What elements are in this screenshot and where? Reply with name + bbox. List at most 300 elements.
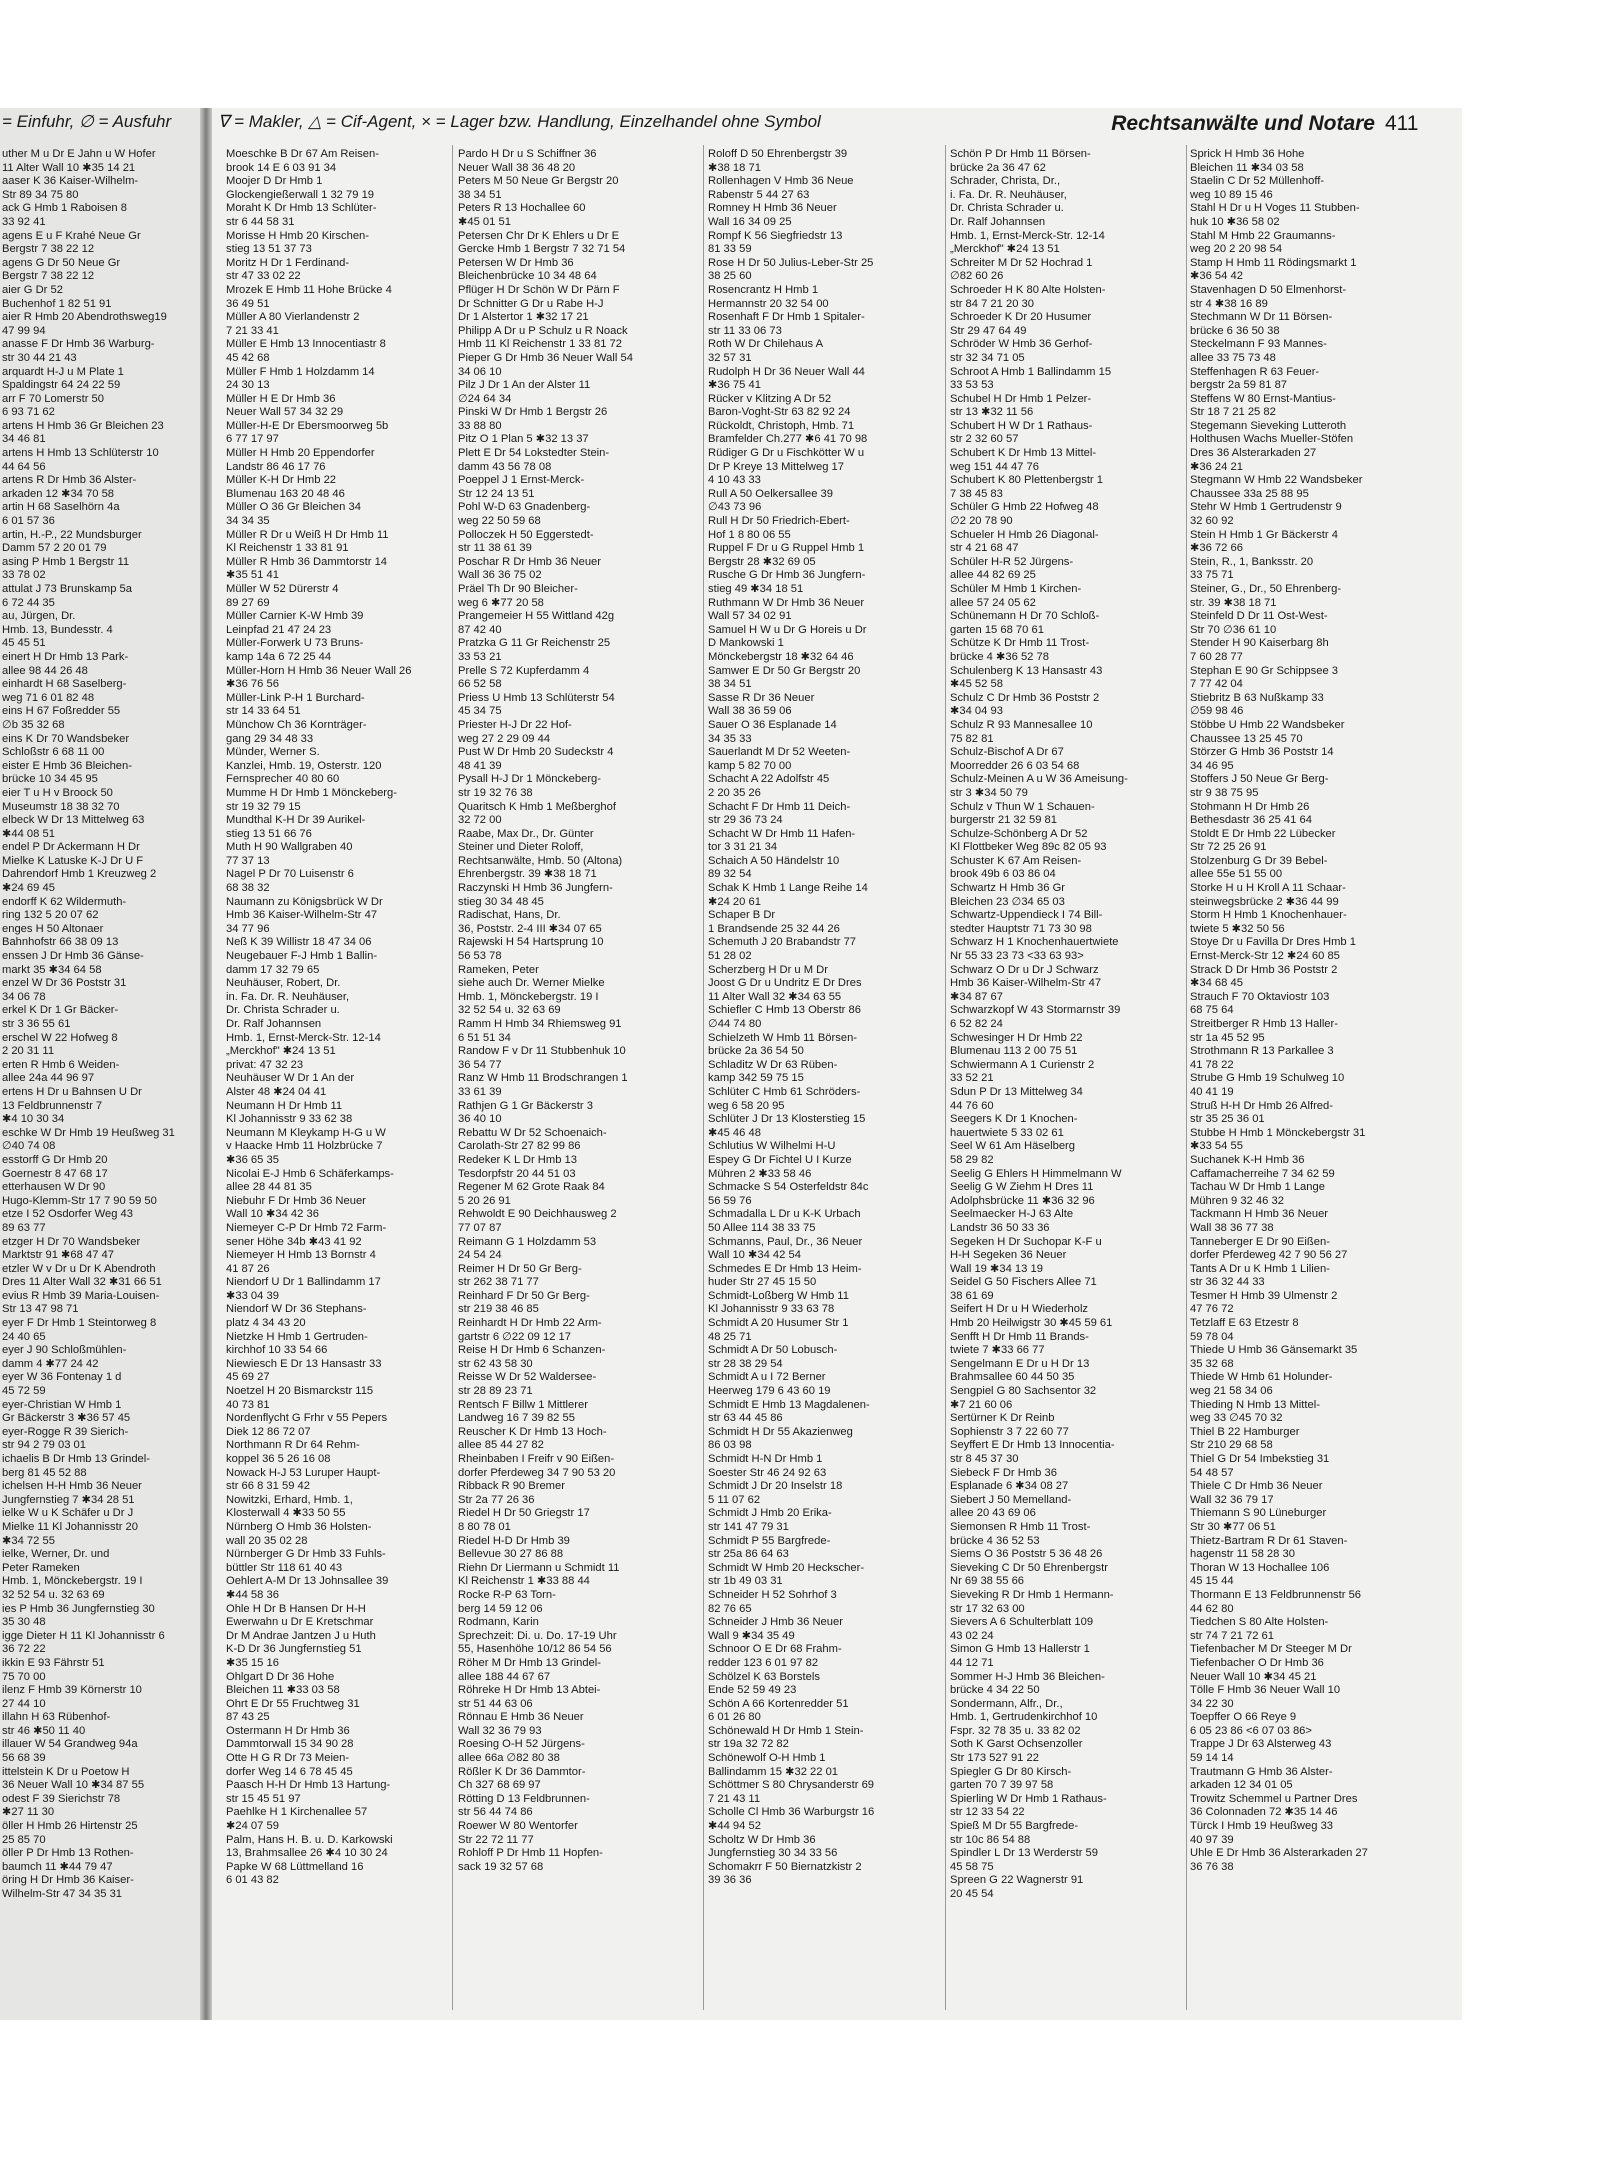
directory-entry: Stamp H Hmb 11 Rödingsmarkt 1 xyxy=(1190,256,1357,269)
directory-entry: Ehrenbergstr. 39 ✱38 18 71 xyxy=(458,868,597,881)
directory-entry: Struß H-H Dr Hmb 26 Alfred- xyxy=(1190,1099,1333,1112)
directory-entry: ∅24 64 34 xyxy=(458,392,512,405)
directory-entry: Wall 19 ✱34 13 19 xyxy=(950,1262,1043,1275)
directory-entry: Schwesinger H Dr Hmb 22 xyxy=(950,1031,1083,1044)
directory-entry: 41 87 26 xyxy=(226,1262,270,1275)
directory-entry: 44 76 60 xyxy=(950,1099,994,1112)
directory-entry: Müller-H-E Dr Ebersmoorweg 5b xyxy=(226,419,389,432)
directory-entry: Störzer G Hmb 36 Poststr 14 xyxy=(1190,746,1334,759)
directory-entry: uther M u Dr E Jahn u W Hofer xyxy=(2,148,156,160)
directory-entry: weg 6 58 20 95 xyxy=(708,1099,785,1112)
directory-entry: Schaper B Dr xyxy=(708,909,776,922)
directory-entry: stieg 13 51 37 73 xyxy=(226,243,312,256)
directory-entry: weg 71 6 01 82 48 xyxy=(2,691,95,704)
directory-entry: esstorff G Dr Hmb 20 xyxy=(2,1153,108,1166)
directory-entry: Stehr W Hmb 1 Gertrudenstr 9 xyxy=(1190,501,1342,514)
directory-entry: ∅82 60 26 xyxy=(950,270,1004,283)
directory-entry: Schaich A 50 Händelstr 10 xyxy=(708,854,840,867)
directory-entry: Wall 32 36 79 17 xyxy=(1190,1493,1274,1506)
directory-entry: Rosenhaft F Dr Hmb 1 Spitaler- xyxy=(708,311,865,324)
directory-entry: Schroeder H K 80 Alte Holsten- xyxy=(950,283,1106,296)
directory-entry: Niendorf W Dr 36 Stephans- xyxy=(226,1303,367,1316)
directory-entry: allee 28 44 81 35 xyxy=(226,1181,312,1194)
directory-entry: Romney H Hmb 36 Neuer xyxy=(708,202,837,215)
directory-entry: artin, H.-P., 22 Mundsburger xyxy=(2,528,142,541)
directory-entry: Polloczek H 50 Eggerstedt- xyxy=(458,528,594,541)
directory-entry: Schmidt H Dr 55 Akazienweg xyxy=(708,1425,853,1438)
directory-entry: Seel W 61 Am Häselberg xyxy=(950,1140,1075,1153)
directory-entry: twiete 5 ✱32 50 56 xyxy=(1190,922,1285,935)
directory-entry: Neuhäuser, Robert, Dr. xyxy=(226,977,341,990)
page-number: 411 xyxy=(1385,112,1419,135)
directory-entry: Wall 38 36 77 38 xyxy=(1190,1221,1274,1234)
directory-entry: sener Höhe 34b ✱43 41 92 xyxy=(226,1235,362,1248)
directory-entry: Randow F v Dr 11 Stubbenhuk 10 xyxy=(458,1045,626,1058)
directory-entry: Hof 1 8 80 06 55 xyxy=(708,528,791,541)
directory-entry: Uhle E Dr Hmb 36 Alsterarkaden 27 xyxy=(1190,1847,1368,1860)
directory-entry: Buchenhof 1 82 51 91 xyxy=(2,297,112,310)
directory-entry: Naumann zu Königsbrück W Dr xyxy=(226,895,383,908)
directory-entry: Schmedes E Dr Hmb 13 Heim- xyxy=(708,1262,862,1275)
directory-entry: Morisse H Hmb 20 Kirschen- xyxy=(226,229,369,242)
directory-entry: Redeker K L Dr Hmb 13 xyxy=(458,1153,577,1166)
directory-entry: str 66 8 31 59 42 xyxy=(226,1480,310,1493)
directory-entry: Kl Johannisstr 9 33 62 38 xyxy=(226,1113,353,1126)
directory-entry: Neß K 39 Willistr 18 47 34 06 xyxy=(226,936,372,949)
directory-entry: Strack D Dr Hmb 36 Poststr 2 xyxy=(1190,963,1338,976)
directory-entry: 33 88 80 xyxy=(458,419,502,432)
directory-entry: Schneider H 52 Sohrhof 3 xyxy=(708,1588,837,1601)
directory-entry: erkel K Dr 1 Gr Bäcker- xyxy=(2,1004,119,1017)
directory-entry: 33 53 21 xyxy=(458,650,502,663)
directory-entry: 32 57 31 xyxy=(708,351,752,364)
directory-entry: ∅44 74 80 xyxy=(708,1018,762,1030)
directory-entry: agens E u F Krahé Neue Gr xyxy=(2,229,141,242)
directory-entry: Str 173 527 91 22 xyxy=(950,1752,1039,1765)
directory-entry: Schwartz H Hmb 36 Gr xyxy=(950,882,1066,895)
directory-entry: Rull H Dr 50 Friedrich-Ebert- xyxy=(708,515,850,528)
directory-entry: ✱33 04 39 xyxy=(226,1289,279,1302)
directory-entry: 33 92 41 xyxy=(2,215,46,228)
directory-entry: 82 76 65 xyxy=(708,1602,752,1615)
directory-entry: Schladitz W Dr 63 Rüben- xyxy=(708,1058,838,1071)
directory-entry: Thieding N Hmb 13 Mittel- xyxy=(1190,1398,1320,1411)
directory-entry: Str 12 24 13 51 xyxy=(458,487,535,500)
directory-entry: Ohrt E Dr 55 Fruchtweg 31 xyxy=(226,1697,360,1710)
directory-entry: Siebeck F Dr Hmb 36 xyxy=(950,1466,1057,1479)
directory-entry: Ewerwahn u Dr E Kretschmar xyxy=(226,1616,374,1629)
directory-entry: Ohlgart D Dr 36 Hohe xyxy=(226,1670,335,1683)
directory-entry: ies P Hmb 36 Jungfernstieg 30 xyxy=(2,1602,155,1615)
directory-entry: brook 14 E 6 03 91 34 xyxy=(226,161,337,174)
directory-entry: einhardt H 68 Saselberg- xyxy=(2,678,127,691)
directory-entry: Seifert H Dr u H Wiederholz xyxy=(950,1303,1089,1316)
directory-entry: Samuel H W u Dr G Horeis u Dr xyxy=(708,623,867,636)
directory-entry: Senfft H Dr Hmb 11 Brands- xyxy=(950,1330,1089,1343)
directory-entry: Trowitz Schemmel u Partner Dres xyxy=(1190,1792,1358,1805)
directory-entry: öller P Dr Hmb 13 Rothen- xyxy=(2,1847,134,1860)
directory-entry: Fernsprecher 40 80 60 xyxy=(226,773,340,786)
facing-page-legend: = Einfuhr, ∅ = Ausfuhr xyxy=(2,112,172,131)
directory-entry: Rabenstr 5 44 27 63 xyxy=(708,188,810,201)
directory-entry: Seyffert E Dr Hmb 13 Innocentia- xyxy=(950,1439,1115,1452)
directory-entry: Papke W 68 Lüttmelland 16 xyxy=(226,1860,364,1873)
directory-entry: D Mankowski 1 xyxy=(708,637,784,650)
directory-entry: einert H Dr Hmb 13 Park- xyxy=(2,650,129,663)
directory-entry: Steinfeld D Dr 11 Ost-West- xyxy=(1190,610,1328,623)
directory-entry: Peter Rameken xyxy=(2,1561,80,1574)
directory-entry: Stiebritz B 63 Nußkamp 33 xyxy=(1190,691,1324,704)
directory-entry: Caffamacherreihe 7 34 62 59 xyxy=(1190,1167,1335,1180)
directory-entry: i. Fa. Dr. R. Neuhäuser, xyxy=(950,188,1067,201)
directory-entry: ✱44 94 52 xyxy=(708,1820,761,1833)
directory-entry: 40 97 39 xyxy=(1190,1833,1234,1846)
directory-entry: Schroot A Hmb 1 Ballindamm 15 xyxy=(950,365,1112,378)
directory-entry: Sdun P Dr 13 Mittelweg 34 xyxy=(950,1085,1083,1098)
directory-entry: Sauer O 36 Esplanade 14 xyxy=(708,718,837,731)
directory-entry: Schmidt A Dr 50 Lobusch- xyxy=(708,1344,838,1357)
directory-entry: 68 38 32 xyxy=(226,882,270,895)
directory-entry: Niebuhr F Dr Hmb 36 Neuer xyxy=(226,1194,366,1207)
directory-entry: Rollenhagen V Hmb 36 Neue xyxy=(708,175,854,188)
directory-entry: str 51 44 63 06 xyxy=(458,1697,533,1710)
directory-entry: bergstr 2a 59 81 87 xyxy=(1190,379,1288,392)
directory-entry: Peters R 13 Hochallee 60 xyxy=(458,202,586,215)
directory-entry: Rameken, Peter xyxy=(458,963,539,976)
directory-entry: Marktstr 91 ✱68 47 47 xyxy=(2,1249,114,1262)
directory-entry: 44 62 80 xyxy=(1190,1602,1234,1615)
directory-entry: Samwer E Dr 50 Gr Bergstr 20 xyxy=(708,664,861,677)
directory-entry: str 1a 45 52 95 xyxy=(1190,1031,1265,1044)
directory-entry: Schönewolf O-H Hmb 1 xyxy=(708,1752,826,1765)
directory-entry: Gr Bäckerstr 3 ✱36 57 45 xyxy=(2,1412,131,1425)
directory-entry: Thormann E 13 Feldbrunnenstr 56 xyxy=(1190,1588,1362,1601)
directory-entry: hauertwiete 5 33 02 61 xyxy=(950,1126,1064,1139)
book-gutter xyxy=(200,108,212,2020)
directory-entry: Tiefenbacher M Dr Steeger M Dr xyxy=(1190,1643,1352,1656)
directory-entry: huder Str 27 45 15 50 xyxy=(708,1276,817,1289)
directory-entry: K-D Dr 36 Jungfernstieg 51 xyxy=(226,1643,362,1656)
directory-entry: ✱35 51 41 xyxy=(226,569,279,582)
directory-entry: 58 29 82 xyxy=(950,1153,994,1166)
directory-entry: Rehwoldt E 90 Deichhausweg 2 xyxy=(458,1208,617,1221)
directory-entry: 45 69 27 xyxy=(226,1371,270,1384)
directory-entry: Dammtorwall 15 34 90 28 xyxy=(226,1738,354,1751)
directory-entry: Prangemeier H 55 Wittland 42g xyxy=(458,610,615,623)
directory-entry: weg 20 2 20 98 54 xyxy=(1190,243,1283,256)
directory-entry: kirchhof 10 33 54 66 xyxy=(226,1344,328,1357)
directory-entry: Sondermann, Alfr., Dr., xyxy=(950,1697,1063,1710)
directory-entry: 55, Hasenhöhe 10/12 86 54 56 xyxy=(458,1643,612,1656)
directory-entry: Damm 57 2 20 01 79 xyxy=(2,542,107,555)
directory-entry: 81 33 59 xyxy=(708,243,752,256)
directory-entry: ✱45 52 58 xyxy=(950,678,1003,691)
directory-entry: markt 35 ✱34 64 58 xyxy=(2,963,102,976)
directory-entry: etterhausen W Dr 90 xyxy=(2,1181,106,1194)
directory-entry: 47 99 94 xyxy=(2,324,46,337)
directory-entry: arquardt H-J u M Plate 1 xyxy=(2,365,124,378)
directory-entry: ✱34 68 45 xyxy=(1190,977,1243,990)
directory-entry: Wall 32 36 79 93 xyxy=(458,1724,542,1737)
directory-entry: Dr Schnitter G Dr u Rabe H-J xyxy=(458,297,604,310)
directory-entry: 6 93 71 62 xyxy=(2,406,55,419)
directory-entry: 36 49 51 xyxy=(226,297,270,310)
directory-entry: öring H Dr Hmb 36 Kaiser- xyxy=(2,1874,134,1887)
directory-entry: Hmb. 1, Mönckebergstr. 19 I xyxy=(2,1575,143,1588)
directory-entry: Thiemann S 90 Lüneburger xyxy=(1190,1507,1327,1520)
directory-entry: Schubel H Dr Hmb 1 Pelzer- xyxy=(950,392,1092,405)
directory-entry: Tackmann H Hmb 36 Neuer xyxy=(1190,1208,1329,1221)
directory-entry: 7 21 33 41 xyxy=(226,324,279,337)
directory-entry: str 3 36 55 61 xyxy=(2,1018,71,1030)
directory-entry: Seelig G Ehlers H Himmelmann W xyxy=(950,1167,1122,1180)
directory-entry: Schölzel K 63 Borstels xyxy=(708,1670,820,1683)
directory-entry: Stöbbe U Hmb 22 Wandsbeker xyxy=(1190,718,1345,731)
directory-entry: Pflüger H Dr Schön W Dr Pärn F xyxy=(458,283,620,296)
directory-entry: Sophienstr 3 7 22 60 77 xyxy=(950,1425,1069,1438)
directory-entry: str 74 7 21 72 61 xyxy=(1190,1629,1274,1642)
directory-entry: Dr P Kreye 13 Mittelweg 17 xyxy=(708,460,844,473)
directory-entry: Mundthal K-H Dr 39 Aurikel- xyxy=(226,814,366,827)
directory-entry: Pysall H-J Dr 1 Mönckeberg- xyxy=(458,773,601,786)
directory-entry: 38 34 51 xyxy=(708,678,752,691)
directory-entry: Rull A 50 Oelkersallee 39 xyxy=(708,487,834,500)
directory-entry: arr F 70 Lomerstr 50 xyxy=(2,392,104,405)
directory-entry: str 36 32 44 33 xyxy=(1190,1276,1265,1289)
directory-entry: Thiel B 22 Hamburger xyxy=(1190,1425,1300,1438)
directory-entry: ichaelis B Dr Hmb 13 Grindel- xyxy=(2,1453,150,1465)
directory-entry: Spierling W Dr Hmb 1 Rathaus- xyxy=(950,1792,1107,1805)
directory-entry: brücke 6 36 50 38 xyxy=(1190,324,1280,337)
directory-entry: str 12 33 54 22 xyxy=(950,1806,1025,1819)
directory-entry: Neugebauer F-J Hmb 1 Ballin- xyxy=(226,950,378,963)
directory-entry: Rechtsanwälte, Hmb. 50 (Altona) xyxy=(458,854,623,867)
directory-entry: Northmann R Dr 64 Rehm- xyxy=(226,1439,360,1452)
directory-entry: stedter Hauptstr 71 73 30 98 xyxy=(950,922,1092,935)
directory-entry: Sprick H Hmb 36 Hohe xyxy=(1190,148,1305,160)
directory-entry: Schöttmer S 80 Chrysanderstr 69 xyxy=(708,1779,875,1792)
directory-entry: allee 66a ∅82 80 38 xyxy=(458,1752,560,1765)
directory-entry: 34 77 96 xyxy=(226,922,270,935)
directory-entry: etzler W v Dr u Dr K Abendroth xyxy=(2,1262,156,1275)
directory-column-3 xyxy=(708,148,942,2008)
directory-entry: Segeken H Dr Suchopar K-F u xyxy=(950,1235,1102,1248)
directory-entry: Müller F Hmb 1 Holzdamm 14 xyxy=(226,365,375,378)
directory-entry: Oehlert A-M Dr 13 Johnsallee 39 xyxy=(226,1575,389,1588)
column-divider xyxy=(452,145,453,2010)
directory-entry: Scholtz W Dr Hmb 36 xyxy=(708,1833,816,1846)
directory-entry: Spreen G 22 Wagnerstr 91 xyxy=(950,1874,1084,1887)
directory-entry: Adolphsbrücke 11 ✱36 32 96 xyxy=(950,1194,1095,1207)
directory-entry: Ballindamm 15 ✱32 22 01 xyxy=(708,1765,839,1778)
directory-entry: Müller R Dr u Weiß H Dr Hmb 11 xyxy=(226,528,389,541)
directory-entry: Toepffer O 66 Reye 9 xyxy=(1190,1711,1297,1724)
directory-entry: brücke 4 36 52 53 xyxy=(950,1534,1040,1547)
directory-entry: Spindler L Dr 13 Werderstr 59 xyxy=(950,1847,1098,1860)
directory-entry: Nagel P Dr 70 Luisenstr 6 xyxy=(226,868,354,881)
directory-entry: Schütze K Dr Hmb 11 Trost- xyxy=(950,637,1090,650)
directory-entry: Dr M Andrae Jantzen J u Huth xyxy=(226,1629,376,1642)
directory-entry: v Haacke Hmb 11 Holzbrücke 7 xyxy=(226,1140,383,1153)
directory-entry: Seidel G 50 Fischers Allee 71 xyxy=(950,1276,1097,1289)
directory-entry: 68 75 64 xyxy=(1190,1004,1234,1017)
directory-entry: 86 03 98 xyxy=(708,1439,752,1452)
directory-entry: Petersen Chr Dr K Ehlers u Dr E xyxy=(458,229,620,242)
directory-entry: str 47 33 02 22 xyxy=(226,270,301,283)
directory-entry: Pilz J Dr 1 An der Alster 11 xyxy=(458,379,591,392)
directory-entry: Schön P Dr Hmb 11 Börsen- xyxy=(950,148,1091,160)
directory-entry: 24 54 24 xyxy=(458,1249,502,1262)
directory-entry: Soth K Garst Ochsenzoller xyxy=(950,1738,1083,1751)
directory-entry: str 15 45 51 97 xyxy=(226,1792,301,1805)
directory-entry: Schmanns, Paul, Dr., 36 Neuer xyxy=(708,1235,863,1248)
directory-entry: aier R Hmb 20 Abendrothsweg19 xyxy=(2,311,167,324)
directory-entry: Streitberger R Hmb 13 Haller- xyxy=(1190,1018,1338,1030)
directory-entry: ✱44 08 51 xyxy=(2,827,55,840)
directory-entry: Bleichen 23 ∅34 65 03 xyxy=(950,895,1065,908)
directory-entry: Schrader, Christa, Dr., xyxy=(950,175,1061,188)
directory-entry: Str 13 47 98 71 xyxy=(2,1303,79,1316)
directory-entry: Neumann H Dr Hmb 11 xyxy=(226,1099,343,1112)
directory-entry: Stoye Dr u Favilla Dr Dres Hmb 1 xyxy=(1190,936,1356,949)
directory-entry: artin H 68 Saselhörn 4a xyxy=(2,501,120,514)
directory-entry: ichelsen H-H Hmb 36 Neuer xyxy=(2,1480,142,1493)
directory-entry: Wall 38 36 59 06 xyxy=(708,705,792,718)
directory-entry: Storke H u H Kroll A 11 Schaar- xyxy=(1190,882,1346,895)
directory-entry: Bethesdastr 36 25 41 64 xyxy=(1190,814,1312,827)
directory-entry: Schwiermann A 1 Curienstr 2 xyxy=(950,1058,1095,1071)
directory-entry: Prelle S 72 Kupferdamm 4 xyxy=(458,664,590,677)
directory-entry: Ribback R 90 Bremer xyxy=(458,1480,565,1493)
directory-entry: Schlüter J Dr 13 Klosterstieg 15 xyxy=(708,1113,866,1126)
directory-entry: 13, Brahmsallee 26 ✱4 10 30 24 xyxy=(226,1847,388,1860)
directory-entry: Schwarz H 1 Knochenhauertwiete xyxy=(950,936,1119,949)
directory-entry: Muth H 90 Wallgraben 40 xyxy=(226,841,353,854)
directory-entry: Str 2a 77 26 36 xyxy=(458,1493,535,1506)
directory-entry: Rocke R-P 63 Torn- xyxy=(458,1588,556,1601)
directory-entry: Müller H E Dr Hmb 36 xyxy=(226,392,336,405)
directory-entry: Müller Carnier K-W Hmb 39 xyxy=(226,610,364,623)
directory-entry: allee 55e 51 55 00 xyxy=(1190,868,1283,881)
directory-entry: erschel W 22 Hofweg 8 xyxy=(2,1031,118,1044)
directory-entry: str 32 34 71 05 xyxy=(950,351,1025,364)
directory-entry: 75 82 81 xyxy=(950,732,994,745)
directory-entry: gang 29 34 48 33 xyxy=(226,732,314,745)
directory-entry: Sommer H-J Hmb 36 Bleichen- xyxy=(950,1670,1105,1683)
directory-entry: str 28 38 29 54 xyxy=(708,1357,783,1370)
directory-entry: Roloff D 50 Ehrenbergstr 39 xyxy=(708,148,848,160)
directory-entry: Schüler M Hmb 1 Kirchen- xyxy=(950,583,1082,595)
directory-entry: Raabe, Max Dr., Dr. Günter xyxy=(458,827,594,840)
directory-column-5 xyxy=(1190,148,1420,2008)
directory-entry: arkaden 12 ✱34 70 58 xyxy=(2,487,115,500)
directory-entry: Sieveking R Dr Hmb 1 Hermann- xyxy=(950,1588,1114,1601)
directory-entry: attulat J 73 Brunskamp 5a xyxy=(2,583,132,595)
directory-entry: 54 48 57 xyxy=(1190,1466,1234,1479)
directory-entry: Kl Johannisstr 9 33 63 78 xyxy=(708,1303,835,1316)
directory-entry: igge Dieter H 11 Kl Johannisstr 6 xyxy=(2,1629,165,1642)
directory-entry: sack 19 32 57 68 xyxy=(458,1860,544,1873)
directory-entry: 6 52 82 24 xyxy=(950,1018,1003,1030)
directory-entry: 6 51 51 34 xyxy=(458,1031,511,1044)
directory-entry: Schön A 66 Kortenredder 51 xyxy=(708,1697,849,1710)
directory-entry: 34 22 30 xyxy=(1190,1697,1234,1710)
directory-entry: weg 21 58 34 06 xyxy=(1190,1385,1273,1398)
directory-entry: Rötting D 13 Feldbrunnen- xyxy=(458,1792,590,1805)
directory-entry: Hermannstr 20 32 54 00 xyxy=(708,297,829,310)
directory-entry: Rücker v Klitzing A Dr 52 xyxy=(708,392,832,405)
directory-entry: Stolzenburg G Dr 39 Bebel- xyxy=(1190,854,1328,867)
directory-entry: 33 61 39 xyxy=(458,1085,502,1098)
directory-entry: 44 64 56 xyxy=(2,460,46,473)
page-title: Rechtsanwälte und Notare xyxy=(1111,112,1375,135)
directory-entry: 1 Brandsende 25 32 44 26 xyxy=(708,922,840,935)
directory-entry: Stahl M Hmb 22 Graumanns- xyxy=(1190,229,1336,242)
directory-entry: Esplanade 6 ✱34 08 27 xyxy=(950,1480,1069,1493)
directory-entry: garten 70 7 39 97 58 xyxy=(950,1779,1054,1792)
directory-entry: Schubert K 80 Plettenbergstr 1 xyxy=(950,474,1103,487)
directory-entry: str 30 44 21 43 xyxy=(2,351,77,364)
directory-entry: Schmacke S 54 Osterfeldstr 84c xyxy=(708,1181,869,1194)
directory-entry: Thiele C Dr Hmb 36 Neuer xyxy=(1190,1480,1323,1493)
directory-entry: Str 29 47 64 49 xyxy=(950,324,1027,337)
directory-entry: str 11 38 61 39 xyxy=(458,542,532,555)
directory-entry: Dres 36 Alsterarkaden 27 xyxy=(1190,447,1317,460)
directory-entry: Nürnberger G Dr Hmb 33 Fuhls- xyxy=(226,1548,386,1561)
directory-entry: kamp 5 82 70 00 xyxy=(708,759,792,772)
column-divider xyxy=(1186,145,1187,2010)
directory-entry: ✱34 04 93 xyxy=(950,705,1003,718)
directory-entry: Pinski W Dr Hmb 1 Bergstr 26 xyxy=(458,406,608,419)
directory-entry: Wall 36 36 75 02 xyxy=(458,569,542,582)
directory-entry: dorfer Weg 14 6 78 45 45 xyxy=(226,1765,353,1778)
directory-entry: brook 49b 6 03 86 04 xyxy=(950,868,1056,881)
directory-entry: Tesmer H Hmb 39 Ulmenstr 2 xyxy=(1190,1289,1338,1302)
directory-entry: Schwartz-Uppendieck I 74 Bill- xyxy=(950,909,1103,922)
directory-entry: Reisse W Dr 52 Waldersee- xyxy=(458,1371,597,1384)
directory-entry: Strube G Hmb 19 Schulweg 10 xyxy=(1190,1072,1345,1085)
directory-entry: Bellevue 30 27 86 88 xyxy=(458,1548,564,1561)
directory-entry: Str 18 7 21 25 82 xyxy=(1190,406,1276,419)
directory-entry: Steffenhagen R 63 Feuer- xyxy=(1190,365,1320,378)
directory-entry: Thiede W Hmb 61 Holunder- xyxy=(1190,1371,1333,1384)
directory-entry: 77 07 87 xyxy=(458,1221,502,1234)
directory-entry: 89 63 77 xyxy=(2,1221,46,1234)
directory-entry: Klosterwall 4 ✱33 50 55 xyxy=(226,1507,346,1520)
directory-entry: Thiel G Dr 54 Imbekstieg 31 xyxy=(1190,1453,1330,1465)
directory-entry: redder 123 6 01 97 82 xyxy=(708,1656,819,1669)
directory-entry: 36 54 77 xyxy=(458,1058,502,1071)
directory-entry: 7 77 42 04 xyxy=(1190,678,1243,691)
directory-entry: Dr. Christa Schrader u. xyxy=(226,1004,340,1017)
directory-entry: enges H 50 Altonaer xyxy=(2,922,104,935)
directory-entry: ✱36 75 41 xyxy=(708,379,761,392)
directory-entry: Sprechzeit: Di. u. Do. 17-19 Uhr xyxy=(458,1629,617,1642)
directory-entry: brücke 2a 36 54 50 xyxy=(708,1045,804,1058)
directory-entry: Rompf K 56 Siegfriedstr 13 xyxy=(708,229,843,242)
directory-entry: ✱24 20 61 xyxy=(708,895,761,908)
directory-entry: Schwarz O Dr u Dr J Schwarz xyxy=(950,963,1099,976)
directory-entry: Landstr 86 46 17 76 xyxy=(226,460,326,473)
directory-entry: Soester Str 46 24 92 63 xyxy=(708,1466,827,1479)
directory-entry: ✱34 87 67 xyxy=(950,990,1003,1003)
directory-entry: Gercke Hmb 1 Bergstr 7 32 71 54 xyxy=(458,243,626,256)
directory-entry: str 63 44 45 86 xyxy=(708,1412,783,1425)
directory-entry: Stephan E 90 Gr Schippsee 3 xyxy=(1190,664,1339,677)
directory-entry: Nr 55 33 23 73 <33 63 93> xyxy=(950,950,1084,963)
directory-entry: ✱24 07 59 xyxy=(226,1820,279,1833)
directory-entry: Stein, R., 1, Banksstr. 20 xyxy=(1190,555,1314,568)
